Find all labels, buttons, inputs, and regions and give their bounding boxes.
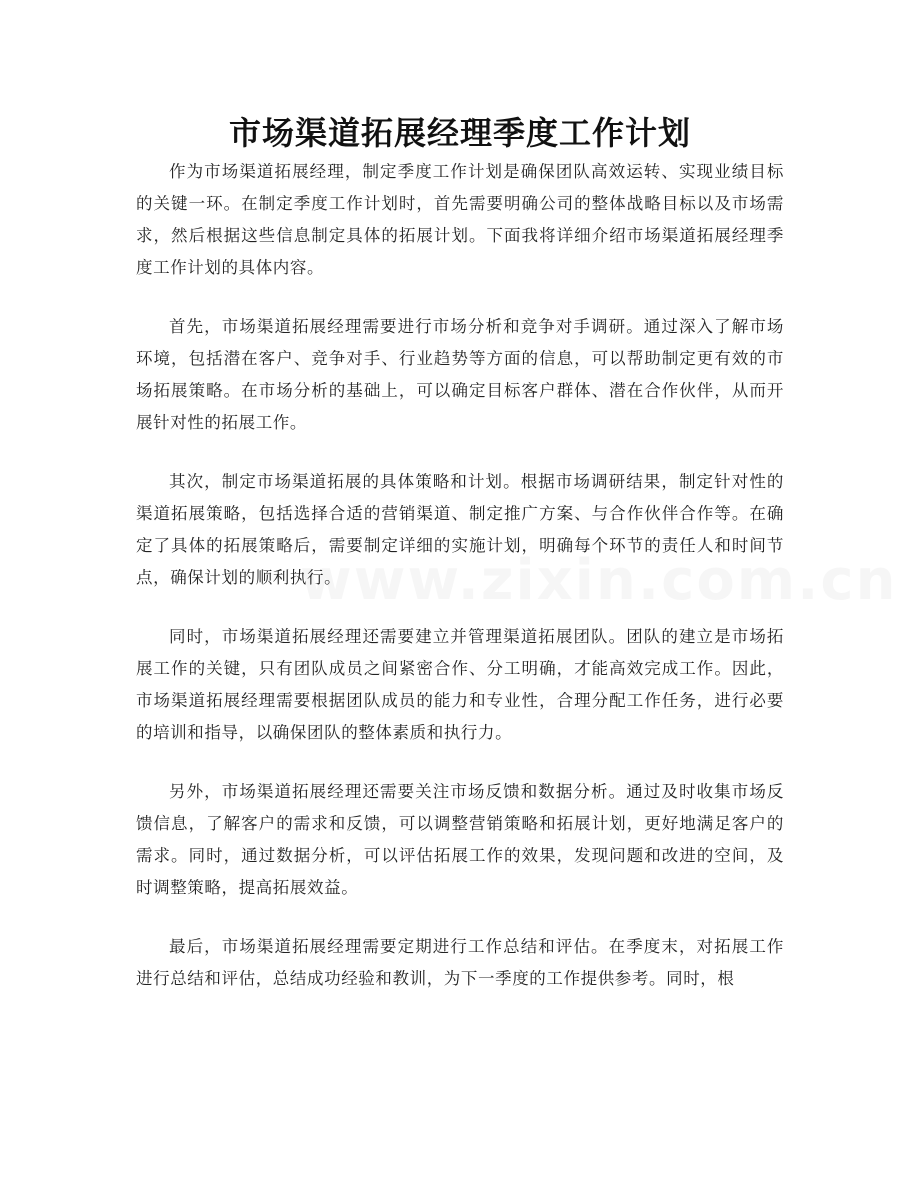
paragraph-summary: 最后，市场渠道拓展经理需要定期进行工作总结和评估。在季度末，对拓展工作进行总结和评估，总结成功经验和教训，为下一季度的工作提供参考。同时，根 [136, 937, 784, 988]
paragraph-intro: 作为市场渠道拓展经理，制定季度工作计划是确保团队高效运转、实现业绩目标的关键一环。在制定季度工作计划时，首先需要明确公司的整体战略目标以及市场需求，然后根据这些信息制定具体的拓展计划。下面我将详细介绍市场渠道拓展经理季度工作计划的具体内容。 [136, 162, 784, 277]
paragraph-market-analysis: 首先，市场渠道拓展经理需要进行市场分析和竞争对手调研。通过深入了解市场环境，包括潜在客户、竞争对手、行业趋势等方面的信息，可以帮助制定更有效的市场拓展策略。在市场分析的基础上，可以确定目标客户群体、潜在合作伙伴，从而开展针对性的拓展工作。 [136, 317, 784, 432]
paragraph-feedback: 另外，市场渠道拓展经理还需要关注市场反馈和数据分析。通过及时收集市场反馈信息，了解客户的需求和反馈，可以调整营销策略和拓展计划，更好地满足客户的需求。同时，通过数据分析，可以评估拓展工作的效果，发现问题和改进的空间，及时调整策略，提高拓展效益。 [136, 782, 784, 897]
paragraph-strategy: 其次，制定市场渠道拓展的具体策略和计划。根据市场调研结果，制定针对性的渠道拓展策略，包括选择合适的营销渠道、制定推广方案、与合作伙伴合作等。在确定了具体的拓展策略后，需要制定详细的实施计划，明确每个环节的责任人和时间节点，确保计划的顺利执行。 [136, 472, 784, 587]
document-body [136, 156, 784, 1022]
page-title: 市场渠道拓展经理季度工作计划 [228, 114, 691, 152]
paragraph-team: 同时，市场渠道拓展经理还需要建立并管理渠道拓展团队。团队的建立是市场拓展工作的关键，只有团队成员之间紧密合作、分工明确，才能高效完成工作。因此，市场渠道拓展经理需要根据团队成员的能力和专业性，合理分配工作任务，进行必要的培训和指导，以确保团队的整体素质和执行力。 [136, 627, 784, 742]
